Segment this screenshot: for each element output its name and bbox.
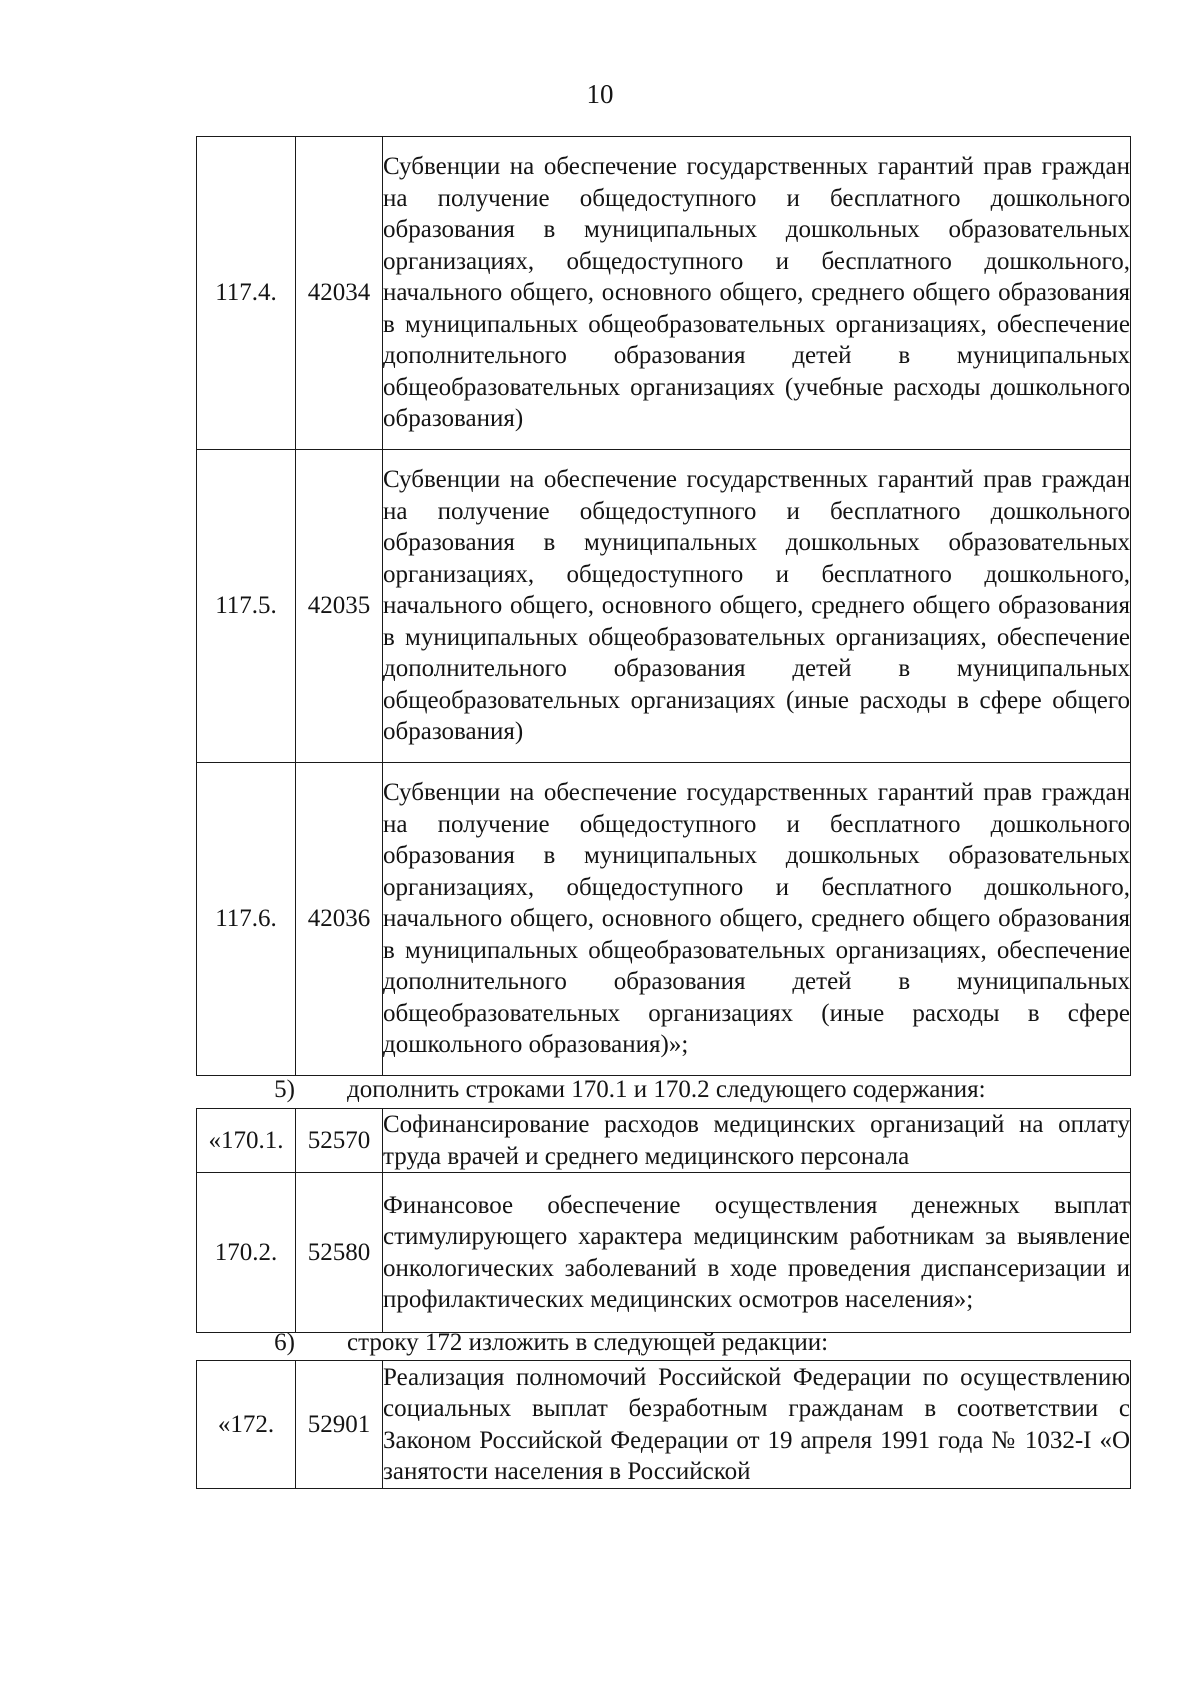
budget-table-117 [196, 136, 1131, 1076]
amendment-paragraph-6 [196, 1327, 1130, 1358]
row-number: 117.4. [197, 137, 296, 450]
row-description: Финансовое обеспечение осуществления денежных выплат стимулирующего характера медицинским работникам за выявление онкологических заболеваний в ходе проведения диспансеризации и профилактических медицинских осмотров населения»; [383, 1173, 1131, 1333]
row-code: 52901 [296, 1361, 383, 1489]
row-code: 42034 [296, 137, 383, 450]
paragraph-marker: 6) [274, 1329, 295, 1356]
row-description: Субвенции на обеспечение государственных гарантий прав граждан на получение общедоступного и бесплатного дошкольного образования в муниципальных дошкольных образовательных организациях, общедоступного и бесплатного дошкольного, начального общего, основного общего, среднего общего образования в муниципальных общеобразовательных организациях, обеспечение дополнительного образования детей в муниципальных общеобразовательных организациях (иные расходы в сфере общего образования) [383, 450, 1131, 763]
table-row [197, 1361, 1131, 1489]
paragraph-text: строку 172 изложить в следующей редакции: [347, 1329, 829, 1356]
row-code: 42036 [296, 763, 383, 1076]
table-row [197, 1109, 1131, 1173]
table-row [197, 450, 1131, 763]
table-row [197, 137, 1131, 450]
row-number: «172. [197, 1361, 296, 1489]
paragraph-marker: 5) [274, 1076, 295, 1103]
row-description: Софинансирование расходов медицинских организаций на оплату труда врачей и среднего медицинского персонала [383, 1109, 1131, 1173]
paragraph-text: дополнить строками 170.1 и 170.2 следующего содержания: [347, 1076, 986, 1103]
budget-table-170 [196, 1108, 1131, 1333]
row-description: Субвенции на обеспечение государственных гарантий прав граждан на получение общедоступного и бесплатного дошкольного образования в муниципальных дошкольных образовательных организациях, общедоступного и бесплатного дошкольного, начального общего, основного общего, среднего общего образования в муниципальных общеобразовательных организациях, обеспечение дополнительного образования детей в муниципальных общеобразовательных организациях (учебные расходы дошкольного образования) [383, 137, 1131, 450]
row-number: 117.5. [197, 450, 296, 763]
row-number: 117.6. [197, 763, 296, 1076]
row-code: 52580 [296, 1173, 383, 1333]
amendment-paragraph-5 [196, 1074, 1130, 1105]
budget-table-172 [196, 1360, 1131, 1489]
row-code: 42035 [296, 450, 383, 763]
row-number: «170.1. [197, 1109, 296, 1173]
table-row [197, 763, 1131, 1076]
row-description: Реализация полномочий Российской Федерации по осуществлению социальных выплат безработным гражданам в соответствии с Законом Российской Федерации от 19 апреля 1991 года № 1032-I «О занятости населения в Российской [383, 1361, 1131, 1489]
page-number: 10 [586, 79, 614, 109]
row-number: 170.2. [197, 1173, 296, 1333]
row-code: 52570 [296, 1109, 383, 1173]
table-row [197, 1173, 1131, 1333]
row-description: Субвенции на обеспечение государственных гарантий прав граждан на получение общедоступного и бесплатного дошкольного образования в муниципальных дошкольных образовательных организациях, общедоступного и бесплатного дошкольного, начального общего, основного общего, среднего общего образования в муниципальных общеобразовательных организациях, обеспечение дополнительного образования детей в муниципальных общеобразовательных организациях (иные расходы в сфере дошкольного образования)»; [383, 763, 1131, 1076]
